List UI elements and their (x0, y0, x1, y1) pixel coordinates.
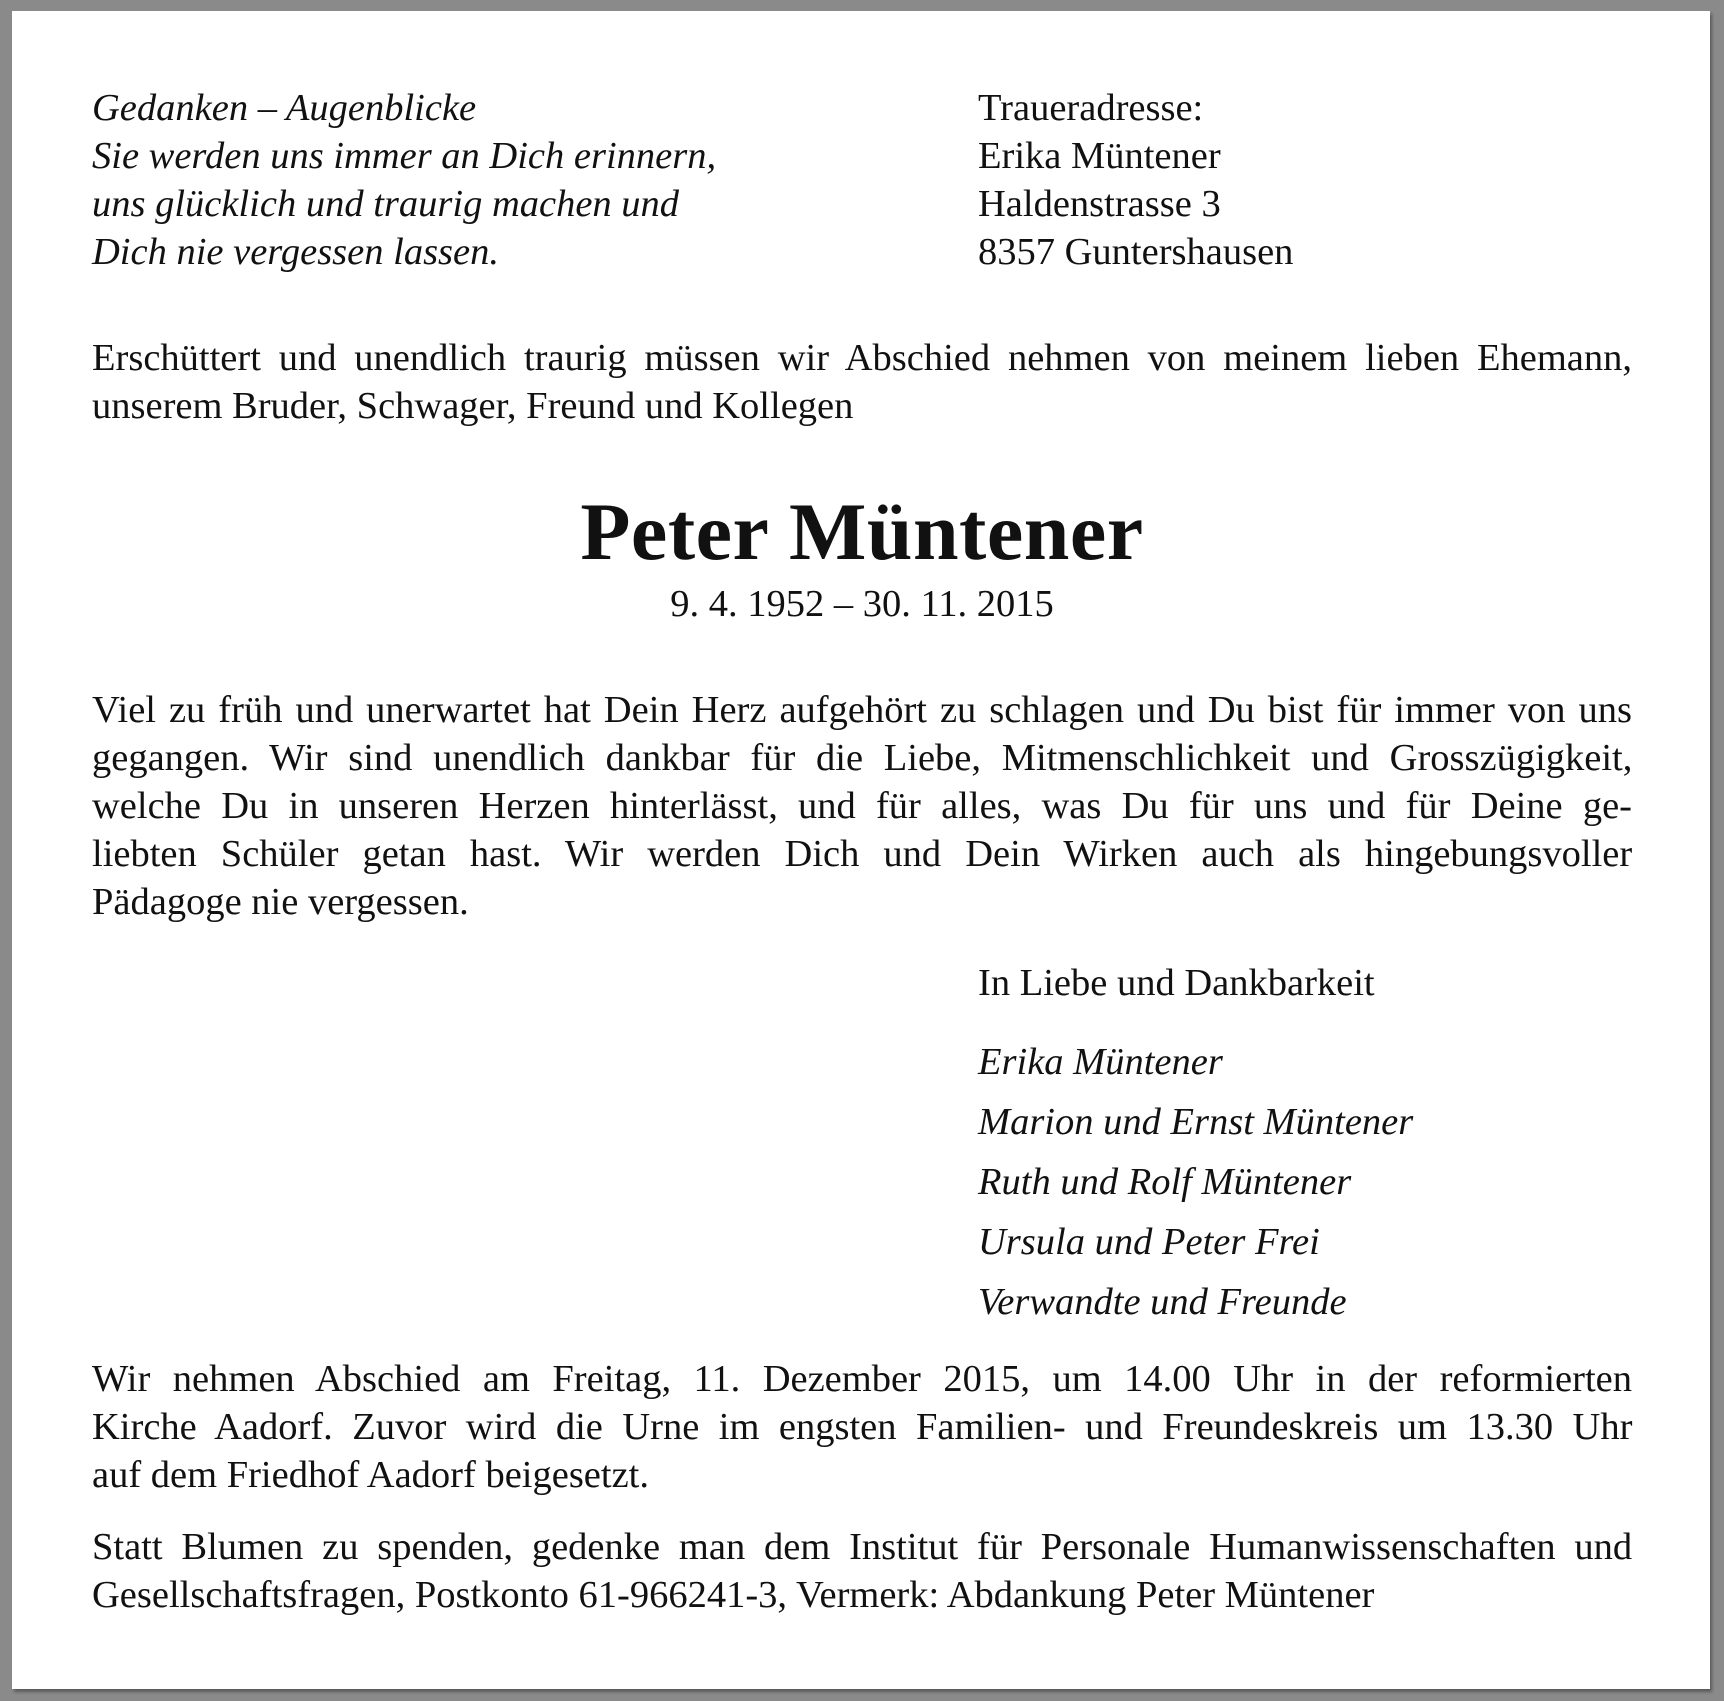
donation-line: Statt Blumen zu spenden, gedenke man dem Institut für Personale Humanwissenschaften und (92, 1526, 1633, 1568)
address-city: 8357 Guntershausen (978, 231, 1294, 273)
poem-line: Gedanken – Augenblicke (92, 87, 477, 129)
service-details (92, 1355, 1632, 1499)
mourning-address (978, 84, 1293, 276)
mourner-name: Verwandte und Freunde (978, 1281, 1347, 1323)
address-label: Traueradresse: (978, 87, 1204, 129)
tribute-line: welche Du in unseren Herzen hinterlässt, und für alles, was Du für uns und für Deine ge- (92, 785, 1632, 827)
tribute-line: Pädagoge nie vergessen. (92, 881, 469, 923)
mourner-name: Ruth und Rolf Müntener (978, 1161, 1352, 1203)
memorial-poem (92, 84, 716, 276)
mourners-list (978, 1032, 1413, 1332)
address-name: Erika Müntener (978, 135, 1221, 177)
donation-line: Gesellschaftsfragen, Postkonto 61-966241-3, Vermerk: Abdankung Peter Müntener (92, 1574, 1375, 1616)
life-dates: 9. 4. 1952 – 30. 11. 2015 (670, 583, 1054, 625)
poem-line: uns glücklich und traurig machen und (92, 183, 680, 225)
tribute-paragraph (92, 686, 1632, 926)
poem-line: Dich nie vergessen lassen. (92, 231, 499, 273)
service-line: Wir nehmen Abschied am Freitag, 11. Dezember 2015, um 14.00 Uhr in der reformierten (92, 1358, 1632, 1400)
donation-note (92, 1523, 1632, 1619)
intro-line: unserem Bruder, Schwager, Freund und Kollegen (92, 385, 854, 427)
mourner-name: Ursula und Peter Frei (978, 1221, 1320, 1263)
service-line: auf dem Friedhof Aadorf beigesetzt. (92, 1454, 649, 1496)
poem-line: Sie werden uns immer an Dich erinnern, (92, 135, 717, 177)
tribute-line: gegangen. Wir sind unendlich dankbar für die Liebe, Mitmenschlichkeit und Grosszügigkeit, (92, 737, 1633, 779)
mourner-name: Marion und Ernst Müntener (978, 1101, 1414, 1143)
intro-paragraph (92, 334, 1632, 430)
intro-line: Erschüttert und unendlich traurig müssen wir Abschied nehmen von meinem lieben Ehemann, (92, 337, 1632, 379)
deceased-name: Peter Müntener (580, 486, 1144, 577)
closing-phrase: In Liebe und Dankbarkeit (978, 962, 1375, 1004)
tribute-line: Viel zu früh und unerwartet hat Dein Herz aufgehört zu schlagen und Du bist für immer von uns (92, 689, 1632, 731)
tribute-line: liebten Schüler getan hast. Wir werden Dich und Dein Wirken auch als hingebungsvoller (92, 833, 1633, 875)
address-street: Haldenstrasse 3 (978, 183, 1221, 225)
mourner-name: Erika Müntener (978, 1041, 1223, 1083)
service-line: Kirche Aadorf. Zuvor wird die Urne im engsten Familien- und Freundeskreis um 13.30 Uhr (92, 1406, 1633, 1448)
